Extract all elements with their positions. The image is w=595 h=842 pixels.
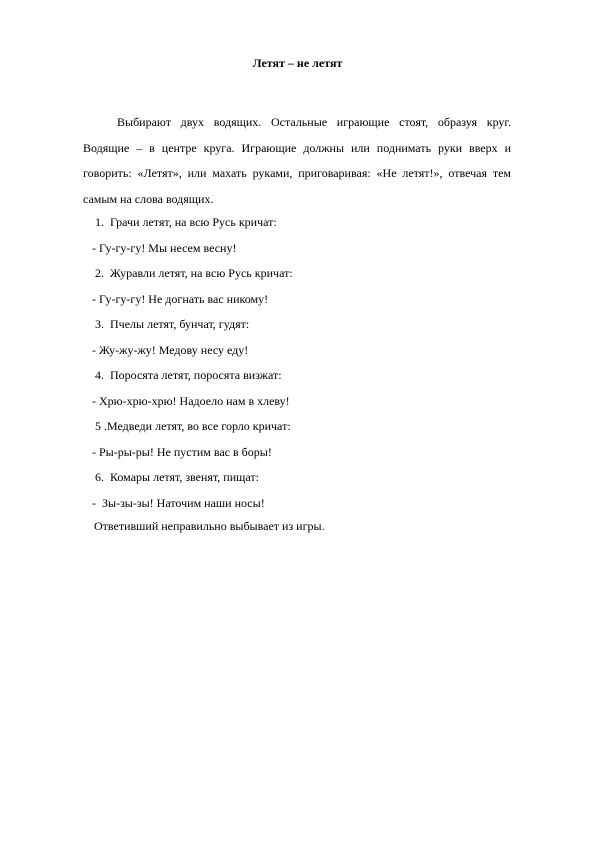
closing-text: Ответивший неправильно выбывает из игры.: [94, 519, 325, 533]
verse-line: - Хрю-хрю-хрю! Надоело нам в хлеву!: [92, 393, 290, 408]
intro-paragraph: Выбирают двух водящих. Остальные играющие стоят, образуя круг. Водящие – в центре круга. Играющие должны или поднимать руки вверх и говорить: «Летят», или махать руками, приговаривая: «Не летят!», отвечая тем самым на слова водящих.: [83, 115, 511, 206]
verse-line: 6. Комары летят, звенят, пищат:: [92, 470, 259, 484]
verse-line: - Жу-жу-жу! Медову несу еду!: [92, 342, 249, 357]
verse-line: 5 .Медведи летят, во все горло кричат:: [92, 419, 291, 433]
verse-line: - Ры-ры-ры! Не пустим вас в боры!: [92, 444, 272, 459]
verse-list: [92, 210, 532, 516]
verse-line: 3. Пчелы летят, бунчат, гудят:: [92, 317, 250, 331]
verse-line: 4. Поросята летят, поросята визжат:: [92, 368, 282, 382]
verse-line: - Зы-зы-зы! Наточим наши носы!: [92, 495, 265, 510]
verse-line: - Гу-гу-гу! Не догнать вас никому!: [92, 291, 269, 306]
verse-line: 1. Грачи летят, на всю Русь кричат:: [92, 215, 277, 229]
verse-line: 2. Журавли летят, на всю Русь кричат:: [92, 266, 293, 280]
verse-line: - Гу-гу-гу! Мы несем весну!: [92, 240, 237, 255]
page-title: Летят – не летят: [252, 56, 343, 70]
